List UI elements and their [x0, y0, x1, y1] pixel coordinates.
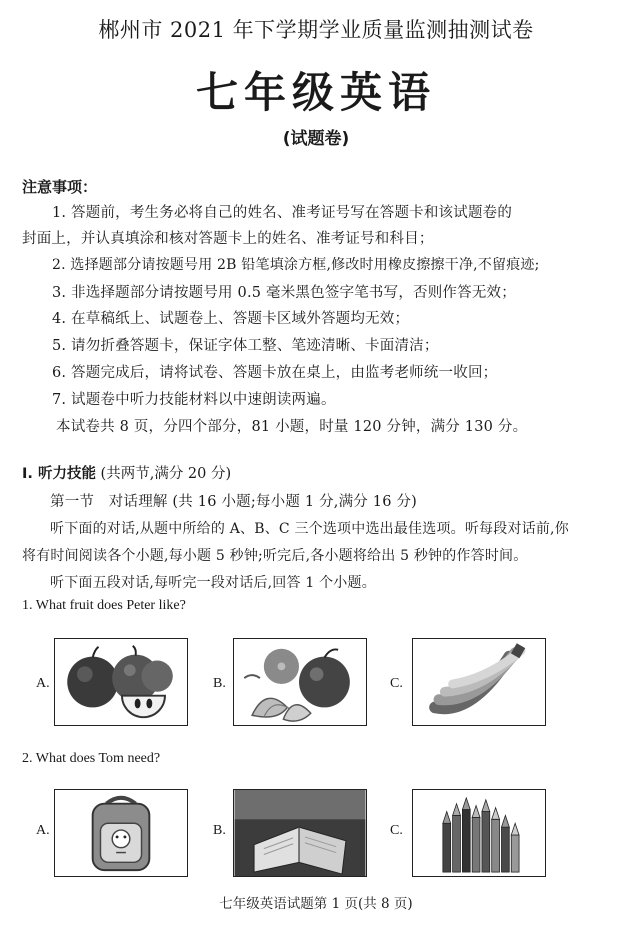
section-heading-label: Ⅰ. 听力技能 [22, 466, 96, 482]
notice-line-4: 4. 在草稿纸上、试题卷上、答题卡区域外答题均无效； [52, 311, 410, 327]
notice-line-6: 6. 答题完成后，请将试卷、答题卡放在桌上，由监考老师统一收回； [52, 365, 498, 381]
book-icon [234, 790, 366, 876]
question-2-text: 2. What does Tom need? [22, 751, 161, 766]
section-heading-rest: (共两节,满分 20 分) [95, 466, 232, 482]
section-heading [22, 462, 231, 483]
notice-line-5: 5. 请勿折叠答题卡，保证字体工整、笔迹清晰、卡面清洁； [52, 338, 439, 354]
page-title: 七年级英语 [195, 68, 436, 117]
notice-line-2: 2. 选择题部分请按题号用 2B 铅笔填涂方框,修改时用橡皮擦擦干净,不留痕迹; [52, 257, 540, 273]
q2-option-c-image[interactable] [412, 789, 546, 877]
notice-line-7: 7. 试题卷中听力技能材料以中速朗读两遍。 [52, 392, 336, 408]
q1-option-c-letter: C. [390, 676, 403, 691]
notice-summary: 本试卷共 8 页，分四个部分，81 小题，时量 120 分钟，满分 130 分。 [56, 419, 528, 435]
q1-option-c-image[interactable] [412, 638, 546, 726]
q2-option-a-image[interactable] [54, 789, 188, 877]
q2-option-c-letter: C. [390, 823, 403, 838]
q1-option-a-letter: A. [36, 676, 50, 691]
notice-line-1-cont: 封面上，并认真填涂和核对答题卡上的姓名、准考证号和科目； [22, 231, 434, 247]
page-footer: 七年级英语试题第 1 页(共 8 页) [219, 896, 413, 912]
notice-line-3: 3. 非选择题部分请按题号用 0.5 毫米黑色签字笔书写，否则作答无效； [52, 285, 516, 301]
question-1-text: 1. What fruit does Peter like? [22, 598, 186, 613]
mixed-fruit-icon [234, 639, 366, 725]
schoolbag-icon [55, 790, 187, 876]
q1-option-a-image[interactable] [54, 638, 188, 726]
instruction-line-3: 听下面五段对话,每听完一段对话后,回答 1 个小题。 [50, 575, 376, 591]
part-heading-label: 第一节 对话理解 [50, 494, 168, 510]
bananas-icon [413, 639, 545, 725]
colored-pencils-icon [413, 790, 545, 876]
apples-icon [55, 639, 187, 725]
q2-option-b-image[interactable] [233, 789, 367, 877]
part-heading-rest: (共 16 小题;每小题 1 分,满分 16 分) [167, 494, 418, 510]
part-heading [50, 490, 417, 511]
q1-option-b-image[interactable] [233, 638, 367, 726]
notice-line-1: 1. 答题前，考生务必将自己的姓名、准考证号写在答题卡和该试题卷的 [52, 205, 513, 221]
instruction-line-2: 将有时间阅读各个小题,每小题 5 秒钟;听完后,各小题将给出 5 秒钟的作答时间。 [22, 548, 528, 564]
instruction-line-1: 听下面的对话,从题中所给的 A、B、C 三个选项中选出最佳选项。听每段对话前,你 [50, 521, 569, 537]
page-subtitle: (试题卷) [282, 129, 350, 149]
notice-heading: 注意事项： [22, 178, 98, 196]
q1-option-b-letter: B. [213, 676, 226, 691]
exam-supertitle: 郴州市 2021 年下学期学业质量监测抽测试卷 [98, 18, 534, 42]
q2-option-a-letter: A. [36, 823, 50, 838]
q2-option-b-letter: B. [213, 823, 226, 838]
